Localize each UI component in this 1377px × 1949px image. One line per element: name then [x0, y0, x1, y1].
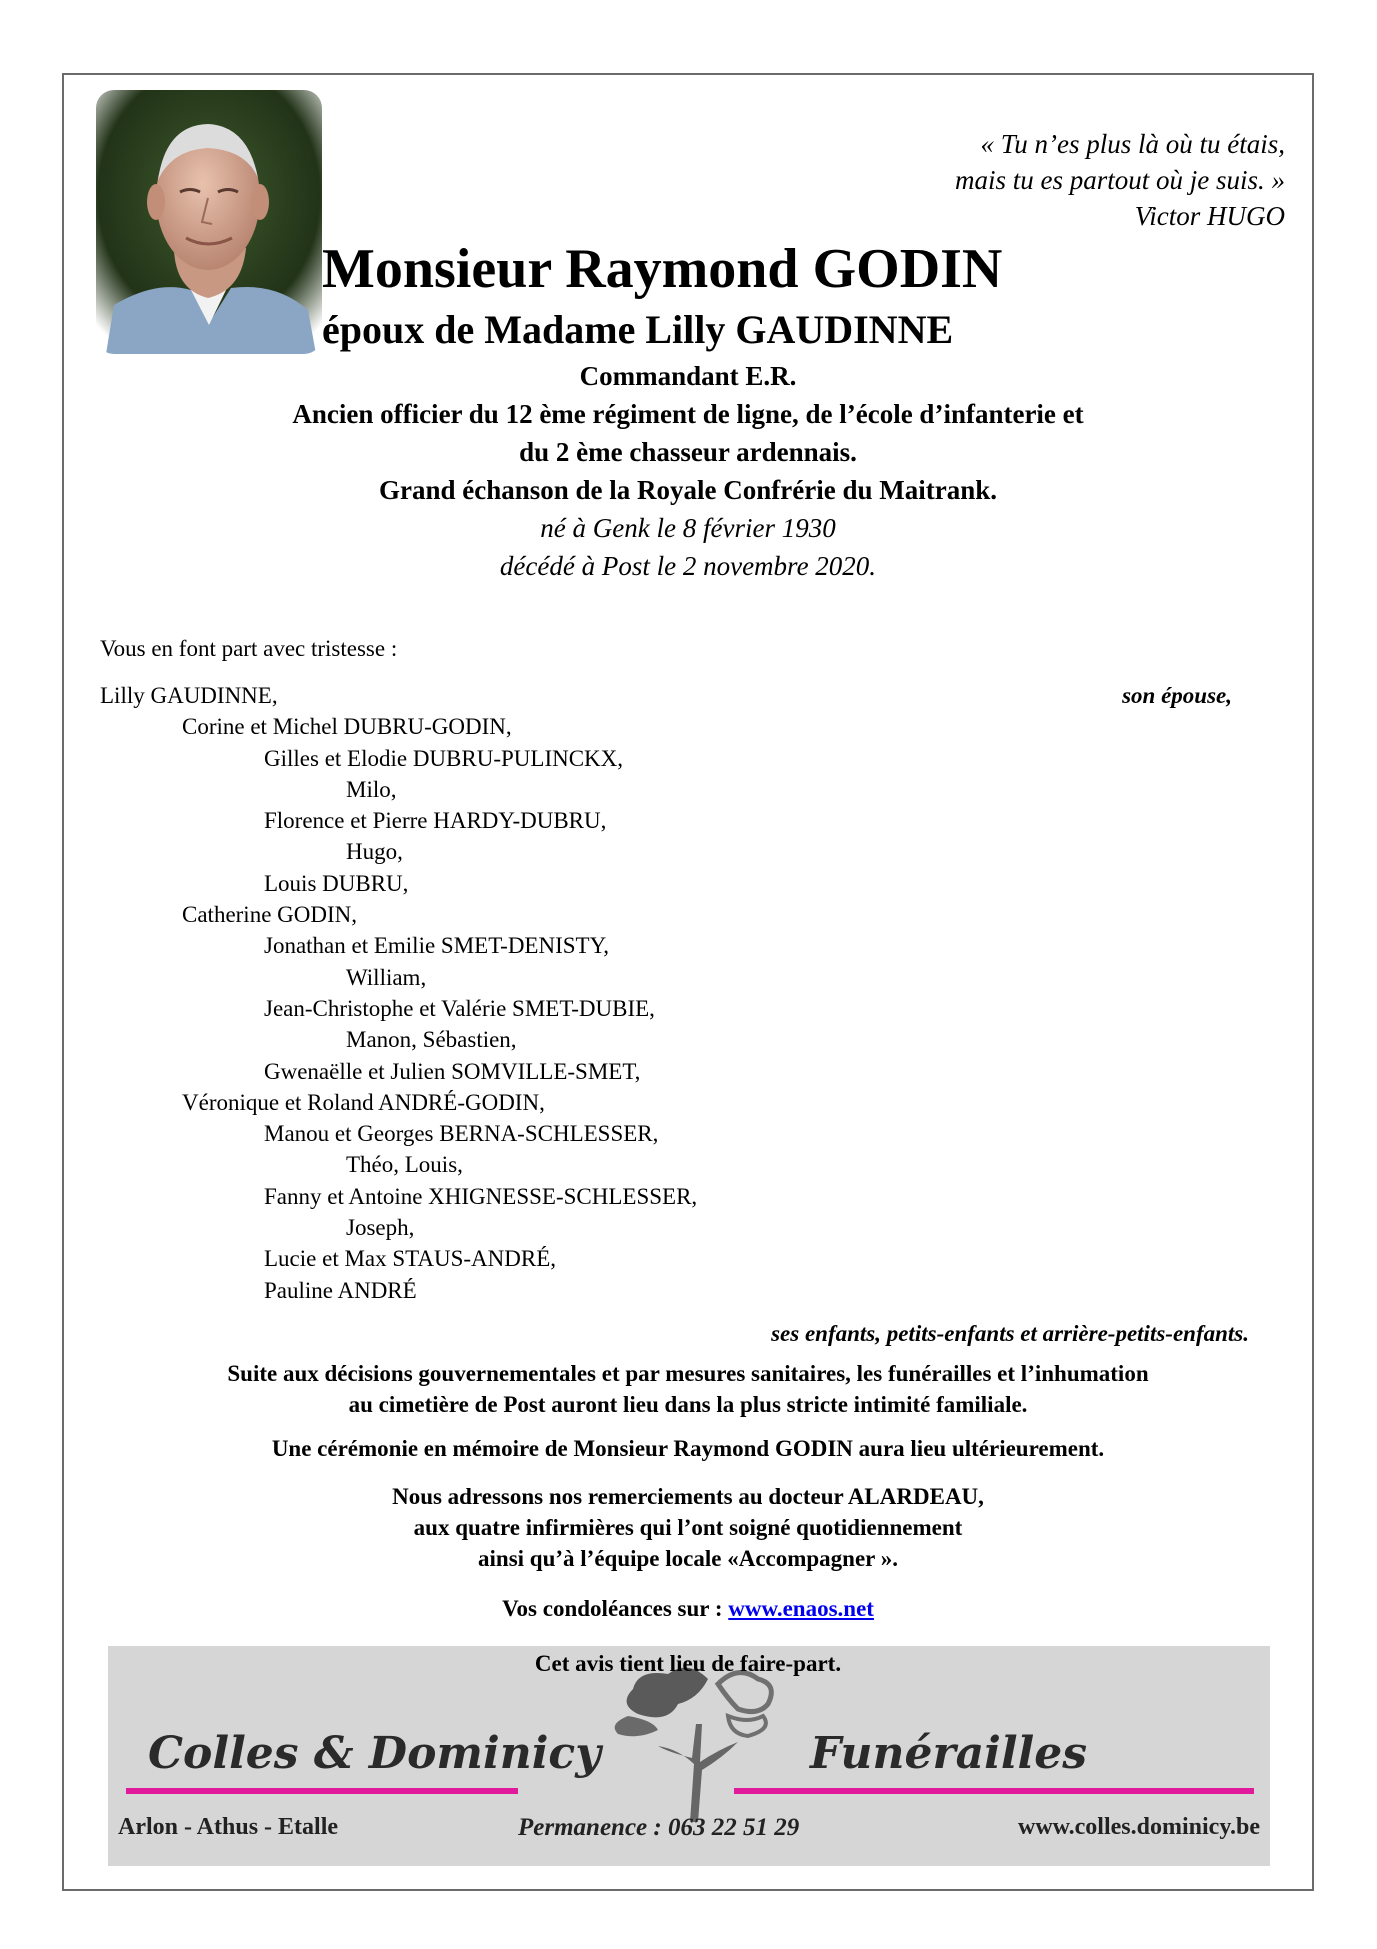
deceased-details — [62, 357, 1314, 585]
career-line: du 2 ème chasseur ardennais. — [519, 437, 857, 467]
list-item: Jonathan et Emilie SMET-DENISTY, — [264, 933, 609, 959]
ceremony-notice — [62, 1433, 1314, 1464]
honorary-title: Grand échanson de la Royale Confrérie du Maitrank. — [379, 475, 997, 505]
quote-line: mais tu es partout où je suis. » — [954, 165, 1285, 195]
condolences-label: Vos condoléances sur : — [502, 1596, 723, 1621]
death-info: décédé à Post le 2 novembre 2020. — [499, 551, 877, 581]
notice-line: aux quatre infirmières qui l’ont soigné quotidiennement — [413, 1515, 963, 1540]
phone: Permanence : 063 22 51 29 — [518, 1814, 800, 1841]
list-item: Véronique et Roland ANDRÉ-GODIN, — [182, 1089, 545, 1115]
quote-author: Victor HUGO — [1134, 201, 1285, 231]
tree-logo-icon — [598, 1654, 788, 1824]
epigraph-quote — [955, 126, 1285, 234]
brand-name: Colles & Dominicy — [148, 1728, 601, 1779]
list-item: William, — [346, 964, 427, 990]
list-item — [100, 680, 1252, 711]
notice-line: Cet avis tient lieu de faire-part. — [534, 1651, 842, 1676]
family-list — [100, 680, 1252, 1306]
list-item: Louis DUBRU, — [264, 870, 409, 896]
rank: Commandant E.R. — [579, 361, 797, 391]
list-item: Hugo, — [346, 839, 403, 865]
notice-line: Une cérémonie en mémoire de Monsieur Raymond GODIN aura lieu ultérieurement. — [271, 1436, 1105, 1461]
member-name: Lilly GAUDINNE, — [100, 683, 278, 708]
list-item: Catherine GODIN, — [182, 902, 358, 928]
funeral-home-banner — [108, 1646, 1270, 1866]
divider-left — [126, 1788, 518, 1794]
divider-right — [734, 1788, 1254, 1794]
condolences — [62, 1593, 1314, 1624]
notice-line: Suite aux décisions gouvernementales et par mesures sanitaires, les funérailles et l’inhumation — [227, 1361, 1149, 1386]
notice-line: ainsi qu’à l’équipe locale «Accompagner ». — [478, 1546, 898, 1571]
faire-part — [62, 1648, 1314, 1679]
brand-tagline: Funérailles — [810, 1728, 1088, 1779]
children-role: ses enfants, petits-enfants et arrière-petits-enfants. — [771, 1321, 1249, 1346]
notice-line: au cimetière de Post auront lieu dans la plus stricte intimité familiale. — [348, 1392, 1028, 1417]
list-item: Gilles et Elodie DUBRU-PULINCKX, — [264, 745, 624, 771]
notice-line: Nous adressons nos remerciements au docteur ALARDEAU, — [392, 1484, 984, 1509]
list-item: Lucie et Max STAUS-ANDRÉ, — [264, 1246, 557, 1272]
condolences-link[interactable]: www.enaos.net — [728, 1596, 874, 1621]
career-line: Ancien officier du 12 ème régiment de ligne, de l’école d’infanterie et — [292, 399, 1084, 429]
list-item: Milo, — [346, 776, 397, 802]
list-item: Gwenaëlle et Julien SOMVILLE-SMET, — [264, 1058, 641, 1084]
list-item: Manou et Georges BERNA-SCHLESSER, — [264, 1121, 659, 1147]
towns: Arlon - Athus - Etalle — [118, 1814, 339, 1840]
thanks-notice — [62, 1481, 1314, 1574]
birth-info: né à Genk le 8 février 1930 — [540, 513, 836, 543]
list-item: Fanny et Antoine XHIGNESSE-SCHLESSER, — [264, 1183, 698, 1209]
list-item: Manon, Sébastien, — [346, 1027, 517, 1053]
list-item: Florence et Pierre HARDY-DUBRU, — [264, 808, 607, 834]
list-item: Jean-Christophe et Valérie SMET-DUBIE, — [264, 995, 655, 1021]
list-item: Pauline ANDRÉ — [264, 1277, 417, 1303]
list-item: Joseph, — [346, 1215, 415, 1241]
deceased-name: Monsieur Raymond GODIN — [322, 238, 1003, 300]
quote-line: « Tu n’es plus là où tu étais, — [980, 129, 1285, 159]
list-item: Théo, Louis, — [346, 1152, 463, 1178]
spouse-role: son épouse, — [1122, 683, 1232, 708]
list-item: Corine et Michel DUBRU-GODIN, — [182, 714, 512, 740]
deceased-spouse: époux de Madame Lilly GAUDINNE — [322, 307, 954, 352]
portrait-photo — [96, 90, 322, 354]
funeral-notice — [62, 1358, 1314, 1420]
website: www.colles.dominicy.be — [1017, 1814, 1260, 1840]
family-intro: Vous en font part avec tristesse : — [100, 636, 398, 661]
